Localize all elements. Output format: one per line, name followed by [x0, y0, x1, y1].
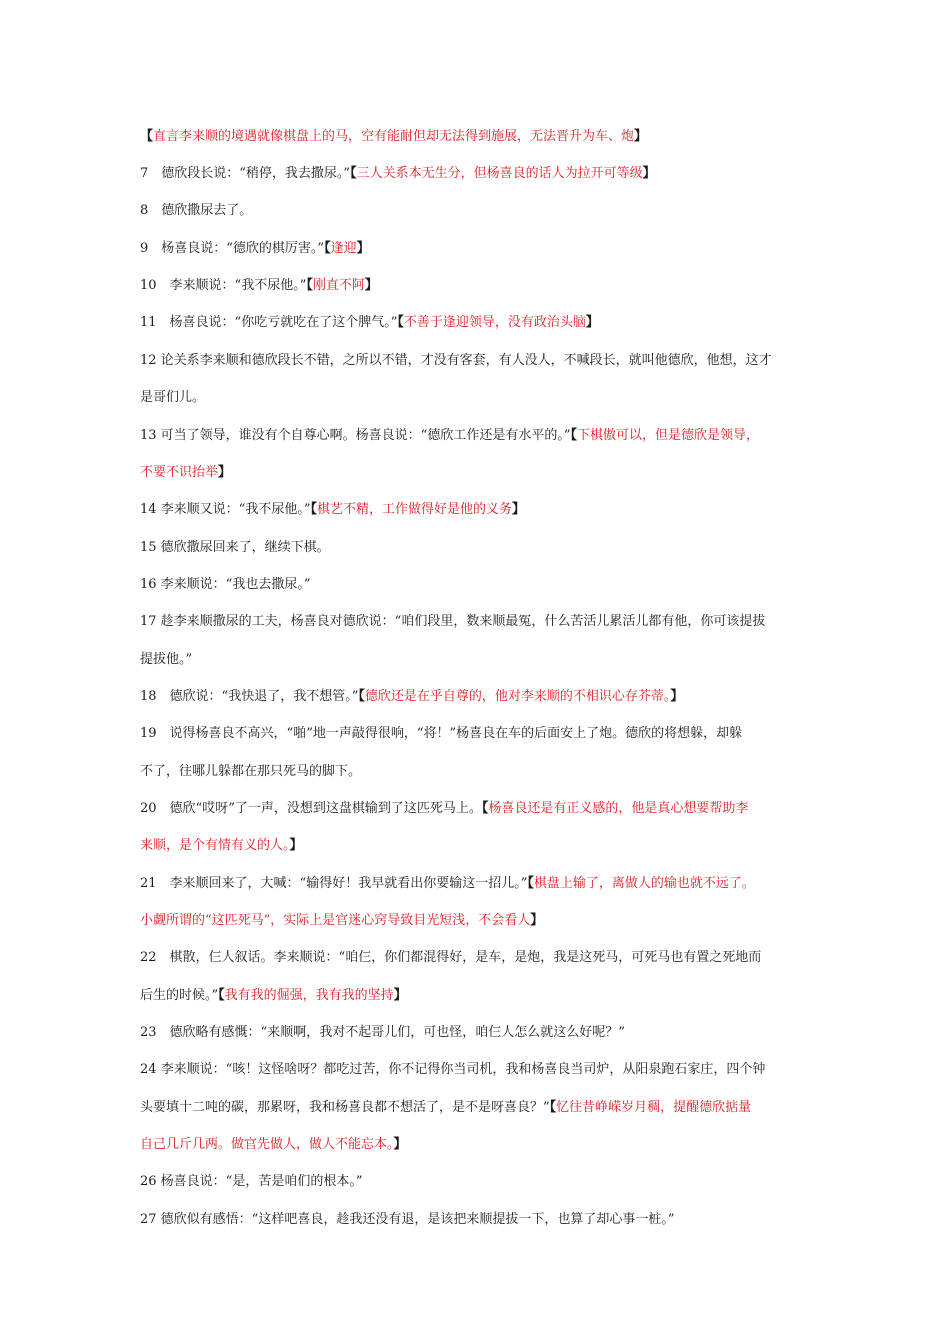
annotation-text: 来顺，是个有情有义的人。	[140, 838, 290, 853]
body-text: 7 德欣段长说：“稍停，我去撒尿。”	[140, 166, 351, 181]
annotation-bracket: 【	[527, 876, 534, 891]
annotation-bracket: 【	[306, 278, 313, 293]
annotation-text: 我有我的倔强，我有我的坚持	[224, 988, 394, 1003]
body-text: 20 德欣“哎呀”了一声，没想到这盘棋输到了这匹死马上。	[140, 801, 482, 816]
body-text: 23 德欣略有感慨：“来顺啊，我对不起哥儿们，可也怪，咱仨人怎么就这么好呢？”	[140, 1025, 625, 1040]
text-line	[140, 128, 815, 146]
text-line	[140, 613, 815, 631]
annotation-bracket: 【	[218, 988, 225, 1003]
body-text: 不了，往哪儿躲都在那只死马的脚下。	[140, 764, 362, 779]
text-line	[140, 240, 815, 258]
text-line	[140, 837, 815, 855]
annotation-bracket: 】	[289, 838, 303, 853]
body-text: 12 论关系李来顺和德欣段长不错，之所以不错，才没有客套，有人没人，不喊段长，就叫他德欣，他想，这才	[140, 353, 772, 368]
text-line	[140, 987, 815, 1005]
body-text: 21 李来顺回来了，大喊：“输得好！我早就看出你要输这一招儿。”	[140, 876, 528, 891]
text-line	[140, 725, 815, 743]
annotation-bracket: 】	[585, 315, 599, 330]
annotation-text: 杨喜良还是有正义感的，他是真心想要帮助李	[488, 801, 749, 816]
body-text: 26 杨喜良说：“是，苦是咱们的根本。”	[140, 1174, 363, 1189]
annotation-bracket: 】	[530, 913, 544, 928]
text-line	[140, 800, 815, 818]
annotation-bracket: 【	[549, 1100, 557, 1115]
annotation-text: 棋艺不精，工作做得好是他的义务	[316, 502, 512, 517]
annotation-bracket: 【	[481, 801, 489, 816]
text-line	[140, 165, 815, 183]
annotation-text: 不要不识抬举	[140, 465, 219, 480]
text-line	[140, 1024, 815, 1042]
annotation-text: 不善于逢迎领导，没有政治头脑	[403, 315, 586, 330]
text-line	[140, 539, 815, 557]
annotation-text: 下棋傲可以，但是德欣是领导，	[576, 428, 759, 443]
body-text: 提拔他。”	[140, 652, 193, 667]
body-text: 22 棋散，仨人叙话。李来顺说：“咱仨，你们都混得好，是车，是炮，我是这死马，可死马也有置之死地而	[140, 950, 762, 965]
text-line	[140, 651, 815, 669]
body-text: 头要填十二吨的碳，那累呀，我和杨喜良都不想活了，是不是呀喜良？”	[140, 1100, 550, 1115]
text-line	[140, 277, 815, 295]
annotation-bracket: 】	[393, 1137, 407, 1152]
body-text: 14 李来顺又说：“我不尿他。”	[140, 502, 311, 517]
annotation-bracket: 】	[218, 465, 232, 480]
text-line	[140, 464, 815, 482]
annotation-bracket: 】	[356, 241, 370, 256]
annotation-text: 忆往昔峥嵘岁月稠，提醒德欣掂量	[556, 1100, 752, 1115]
body-text: 8 德欣撒尿去了。	[140, 203, 253, 218]
body-text: 27 德欣似有感悟：“这样吧喜良，趁我还没有退，是该把来顺提拔一下，也算了却心事一桩。”	[140, 1212, 675, 1227]
body-text: 9 杨喜良说：“德欣的棋厉害。”	[140, 241, 325, 256]
annotation-bracket: 【	[324, 241, 331, 256]
text-line	[140, 1099, 815, 1117]
body-text: 后生的时候。”	[140, 988, 219, 1003]
text-line	[140, 576, 815, 594]
body-text: 13 可当了领导，谁没有个自尊心啊。杨喜良说：“德欣工作还是有水平的。”	[140, 428, 571, 443]
annotation-bracket: 【	[140, 129, 154, 144]
text-line	[140, 912, 815, 930]
body-text: 18 德欣说：“我快退了，我不想管。”	[140, 689, 359, 704]
text-line	[140, 389, 815, 407]
body-text: 17 趁李来顺撒尿的工夫，杨喜良对德欣说：“咱们段里，数来顺最冤，什么苦活儿累活儿都有他，你可该提拔	[140, 614, 766, 629]
annotation-text: 三人关系本无生分，但杨喜良的话人为拉开可等级	[356, 166, 643, 181]
annotation-bracket: 【	[358, 689, 365, 704]
body-text: 是哥们儿。	[140, 390, 206, 405]
annotation-bracket: 】	[634, 129, 648, 144]
annotation-text: 直言李来顺的境遇就像棋盘上的马，空有能耐但却无法得到施展，无法晋升为车、炮	[153, 129, 635, 144]
body-text: 19 说得杨喜良不高兴，“啪”地一声敲得很响，“将！”杨喜良在车的后面安上了炮。德欣的将想躲，却躲	[140, 726, 743, 741]
body-text: 11 杨喜良说：“你吃亏就吃在了这个脾气。”	[140, 315, 398, 330]
text-line	[140, 1211, 815, 1229]
text-line	[140, 1173, 815, 1191]
text-line	[140, 875, 815, 893]
annotation-bracket: 】	[364, 278, 378, 293]
text-line	[140, 1136, 815, 1154]
annotation-text: 德欣还是在乎自尊的，他对李来顺的不相识心存芥蒂。	[364, 689, 671, 704]
annotation-bracket: 】	[512, 502, 526, 517]
annotation-text: 棋盘上输了，离做人的输也就不远了。	[533, 876, 755, 891]
annotation-text: 自己几斤几两。做官先做人，做人不能忘本。	[140, 1137, 394, 1152]
annotation-text: 刚直不阿	[312, 278, 365, 293]
text-line	[140, 314, 815, 332]
annotation-bracket: 【	[310, 502, 317, 517]
annotation-bracket: 【	[397, 315, 404, 330]
body-text: 10 李来顺说：“我不尿他。”	[140, 278, 307, 293]
body-text: 15 德欣撒尿回来了，继续下棋。	[140, 540, 330, 555]
text-line	[140, 427, 815, 445]
body-text: 24 李来顺说：“咳！这怪啥呀？都吃过苦，你不记得你当司机，我和杨喜良当司炉，从阳泉跑石家庄，四个钟	[140, 1062, 766, 1077]
text-line	[140, 949, 815, 967]
body-text: 16 李来顺说：“我也去撒尿。”	[140, 577, 311, 592]
text-line	[140, 202, 815, 220]
annotation-bracket: 】	[670, 689, 684, 704]
text-line	[140, 352, 815, 370]
annotation-bracket: 【	[350, 166, 357, 181]
text-line	[140, 688, 815, 706]
annotation-bracket: 【	[570, 428, 577, 443]
text-line	[140, 501, 815, 519]
text-line	[140, 763, 815, 781]
annotation-text: 逢迎	[330, 241, 357, 256]
annotation-text: 小觑所谓的“这匹死马”，实际上是官迷心窍导致目光短浅，不会看人	[140, 913, 531, 928]
annotation-bracket: 】	[393, 988, 407, 1003]
text-line	[140, 1061, 815, 1079]
annotation-bracket: 】	[642, 166, 656, 181]
